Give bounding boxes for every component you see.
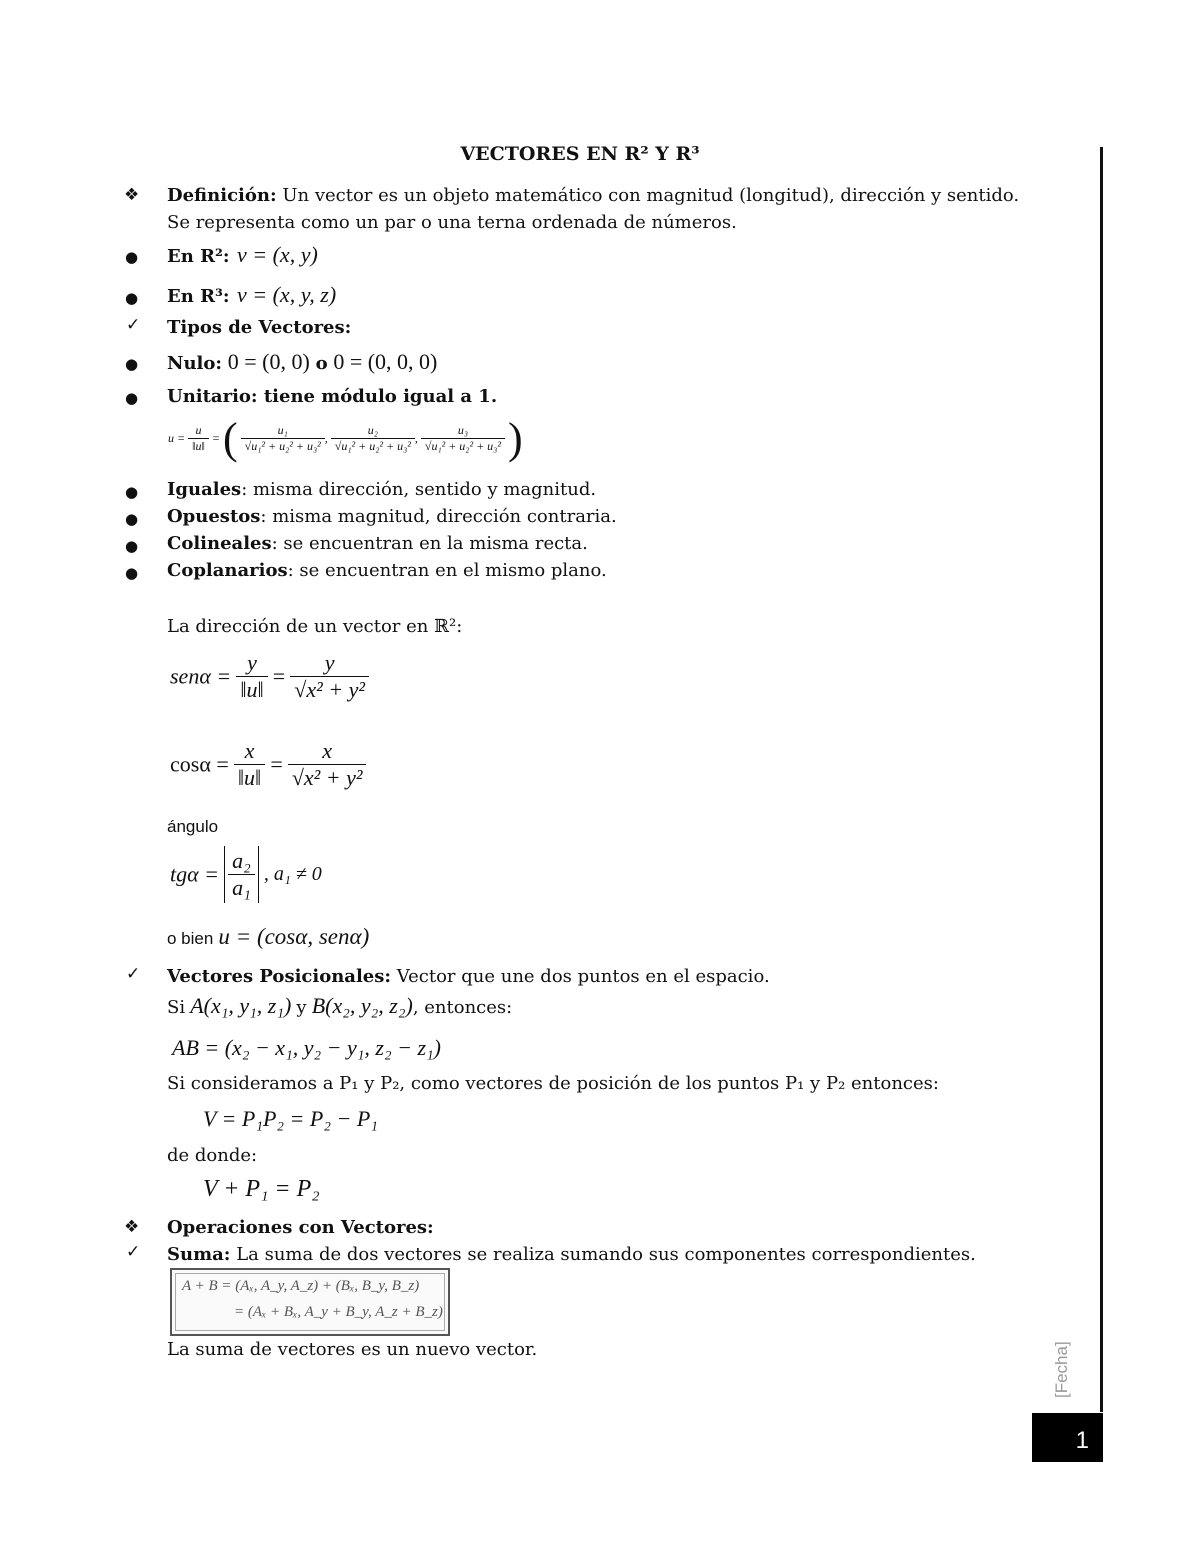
tg-lhs: tgα = [170, 861, 220, 887]
posicionales-text: Vector que une dos puntos en el espacio. [396, 966, 770, 987]
unitario-den-u: ‖u‖ [188, 438, 209, 454]
tg-frac [228, 848, 255, 901]
unitario-lhs: u = [168, 431, 186, 445]
bullet-icon: ● [125, 537, 139, 555]
de-donde: de donde: [167, 1145, 258, 1166]
suma-box-line2: = (Aₓ + Bₓ, A_y + B_y, A_z + B_z) [234, 1304, 443, 1320]
unitario-sqrt-2: u₁² + u₂² + u₃² [341, 439, 411, 453]
tipos-label: Tipos de Vectores: [167, 317, 352, 338]
list-item-colineales [167, 533, 588, 555]
cos-lhs: cosα = [170, 751, 229, 777]
side-rule [1100, 147, 1103, 1412]
si-label: Si [167, 997, 186, 1018]
suma-text: La suma de dos vectores se realiza sumando sus componentes correspondientes. [236, 1244, 976, 1265]
nulo-formula-2d: 0 = (0, 0) [227, 349, 310, 374]
list-item-text: : se encuentran en el mismo plano. [287, 560, 607, 581]
obien-line [167, 924, 369, 950]
page-number: 1 [1032, 1413, 1103, 1462]
obien-formula: u = (cosα, senα) [218, 924, 370, 949]
check-icon: ✓ [126, 315, 141, 335]
list-item-text: : misma magnitud, dirección contraria. [260, 506, 617, 527]
sen-lhs: senα = [170, 663, 232, 689]
sen-num-1: y [247, 650, 257, 675]
nulo-formula-3d: 0 = (0, 0, 0) [333, 349, 438, 374]
entonces-label: , entonces: [412, 997, 513, 1018]
unitario-formula: u = $\frac{u}{‖u‖}$ = ( $\frac{\text{u₁}}{\text{√u₁² + u₂² + u₃²}}$ , $\frac{\text{u₂}}{\text{√u₁² + u₂² + u₃²}}$ , $\frac{\text{u₃}}{\text{√u₁² + u₂² + u₃²}}$ ) [168, 414, 523, 463]
bullet-icon: ● [125, 564, 139, 582]
nulo-conj: o [315, 353, 328, 374]
angulo-label: ángulo [167, 817, 219, 836]
posicionales-line [167, 966, 770, 988]
list-item-bold: Colineales [167, 533, 272, 554]
sen-num-2: y [324, 650, 335, 675]
consider-text: Si consideramos a P₁ y P₂, como vectores de posición de los puntos P₁ y P₂ entonces: [167, 1073, 939, 1094]
cos-sqrt: x² + y² [303, 765, 363, 790]
r3-label: En R³: [167, 286, 230, 307]
list-item-text: : se encuentran en la misma recta. [271, 533, 588, 554]
unitario-sqrt-3: u₁² + u₂² + u₃² [431, 439, 501, 453]
date-placeholder: [Fecha] [1052, 1341, 1071, 1398]
cos-formula: cosα = $\frac{x}{‖u‖}$ = $\frac{x}{\text{√x² + y²}}$ [170, 738, 366, 791]
bullet-icon: ● [125, 510, 139, 528]
definicion-label: Definición: [167, 185, 277, 206]
y-label: y [296, 997, 307, 1018]
unitario-c1-den: √u₁² + u₂² + u₃² [241, 438, 325, 454]
v2-formula: V + P₁ = P₂ [203, 1176, 320, 1202]
sen-den-1: ‖u‖ [236, 676, 267, 703]
list-item-opuestos [167, 506, 617, 528]
unitario-c1-num: u₁ [277, 423, 288, 437]
page-title: VECTORES EN R² Y R³ [460, 143, 700, 165]
bullet-icon: ● [125, 389, 139, 407]
list-item-bold: Opuestos [167, 506, 261, 527]
bullet-icon: ● [125, 355, 139, 373]
diamond-bullet-icon: ❖ [124, 185, 140, 205]
definicion-text1: Un vector es un objeto matemático con magnitud (longitud), dirección y sentido. [282, 185, 1020, 206]
operaciones-label: Operaciones con Vectores: [167, 1217, 434, 1238]
bullet-icon: ● [125, 289, 139, 307]
cos-den-2: √x² + y² [288, 764, 367, 791]
diamond-bullet-icon: ❖ [124, 1217, 140, 1237]
cos-frac-1 [234, 738, 265, 791]
nulo-line [167, 351, 437, 375]
tg-cond: , a₁ ≠ 0 [263, 863, 322, 885]
suma-formula-box [170, 1268, 450, 1336]
list-item-bold: Iguales [167, 479, 242, 500]
bullet-icon: ● [125, 483, 139, 501]
unitario-c3-den: √u₁² + u₂² + u₃² [421, 438, 505, 454]
tg-den: a₁ [228, 874, 255, 901]
v-formula: V = P₁P₂ = P₂ − P₁ [203, 1106, 378, 1131]
point-b: B(x₂, y₂, z₂) [311, 993, 413, 1018]
tg-num: a₂ [232, 848, 251, 873]
unitario-c2-num: u₂ [367, 423, 378, 437]
suma-label: Suma: [167, 1244, 231, 1265]
check-icon: ✓ [126, 1242, 141, 1262]
suma-box-line1: A + B = (Aₓ, A_y, A_z) + (Bₓ, B_y, B_z) [182, 1278, 420, 1294]
unitario-c3-num: u₃ [457, 423, 468, 437]
unitario-frac-2 [331, 423, 415, 454]
r3-formula: v = (x, y, z) [237, 282, 337, 307]
unitario-label: Unitario: tiene módulo igual a 1. [167, 386, 498, 407]
tg-formula [170, 846, 322, 903]
r2-label: En R²: [167, 246, 230, 267]
definicion-line1 [167, 185, 1019, 207]
unitario-c2-den: √u₁² + u₂² + u₃² [331, 438, 415, 454]
obien-label: o bien [167, 929, 214, 948]
check-icon: ✓ [126, 964, 141, 984]
list-item-text: : misma dirección, sentido y magnitud. [241, 479, 597, 500]
ab-formula: AB = (x₂ − x₁, y₂ − y₁, z₂ − z₁) [172, 1035, 441, 1060]
nulo-label: Nulo: [167, 353, 223, 374]
sen-den-2: √x² + y² [290, 676, 369, 703]
cos-num-2: x [322, 738, 333, 763]
posicionales-points [167, 993, 512, 1019]
suma-line [167, 1244, 976, 1266]
list-item-iguales [167, 479, 596, 501]
r2-formula: v = (x, y) [237, 242, 318, 267]
posicionales-label: Vectores Posicionales: [167, 966, 392, 987]
unitario-num-u: u [195, 423, 202, 437]
cos-den-1: ‖u‖ [234, 764, 265, 791]
unitario-frac-1 [241, 423, 325, 454]
unitario-frac-3 [421, 423, 505, 454]
unitario-sqrt-1: u₁² + u₂² + u₃² [251, 439, 321, 453]
cos-num-1: x [244, 738, 255, 763]
unitario-frac-u [188, 423, 209, 454]
bullet-icon: ● [125, 248, 139, 266]
sen-formula: senα = $\frac{y}{‖u‖}$ = $\frac{y}{\text{√x² + y²}}$ [170, 650, 369, 703]
list-item-coplanarios [167, 560, 607, 582]
sen-frac-2 [290, 650, 369, 703]
suma-conclusion: La suma de vectores es un nuevo vector. [167, 1339, 538, 1360]
definicion-text2: Se representa como un par o una terna ordenada de números. [167, 212, 737, 233]
list-item-bold: Coplanarios [167, 560, 288, 581]
sen-frac-1 [236, 650, 267, 703]
point-a: A(x₁, y₁, z₁) [190, 993, 292, 1018]
direccion-intro: La dirección de un vector en ℝ²: [167, 616, 463, 637]
sen-sqrt: x² + y² [306, 677, 365, 702]
cos-frac-2 [288, 738, 367, 791]
